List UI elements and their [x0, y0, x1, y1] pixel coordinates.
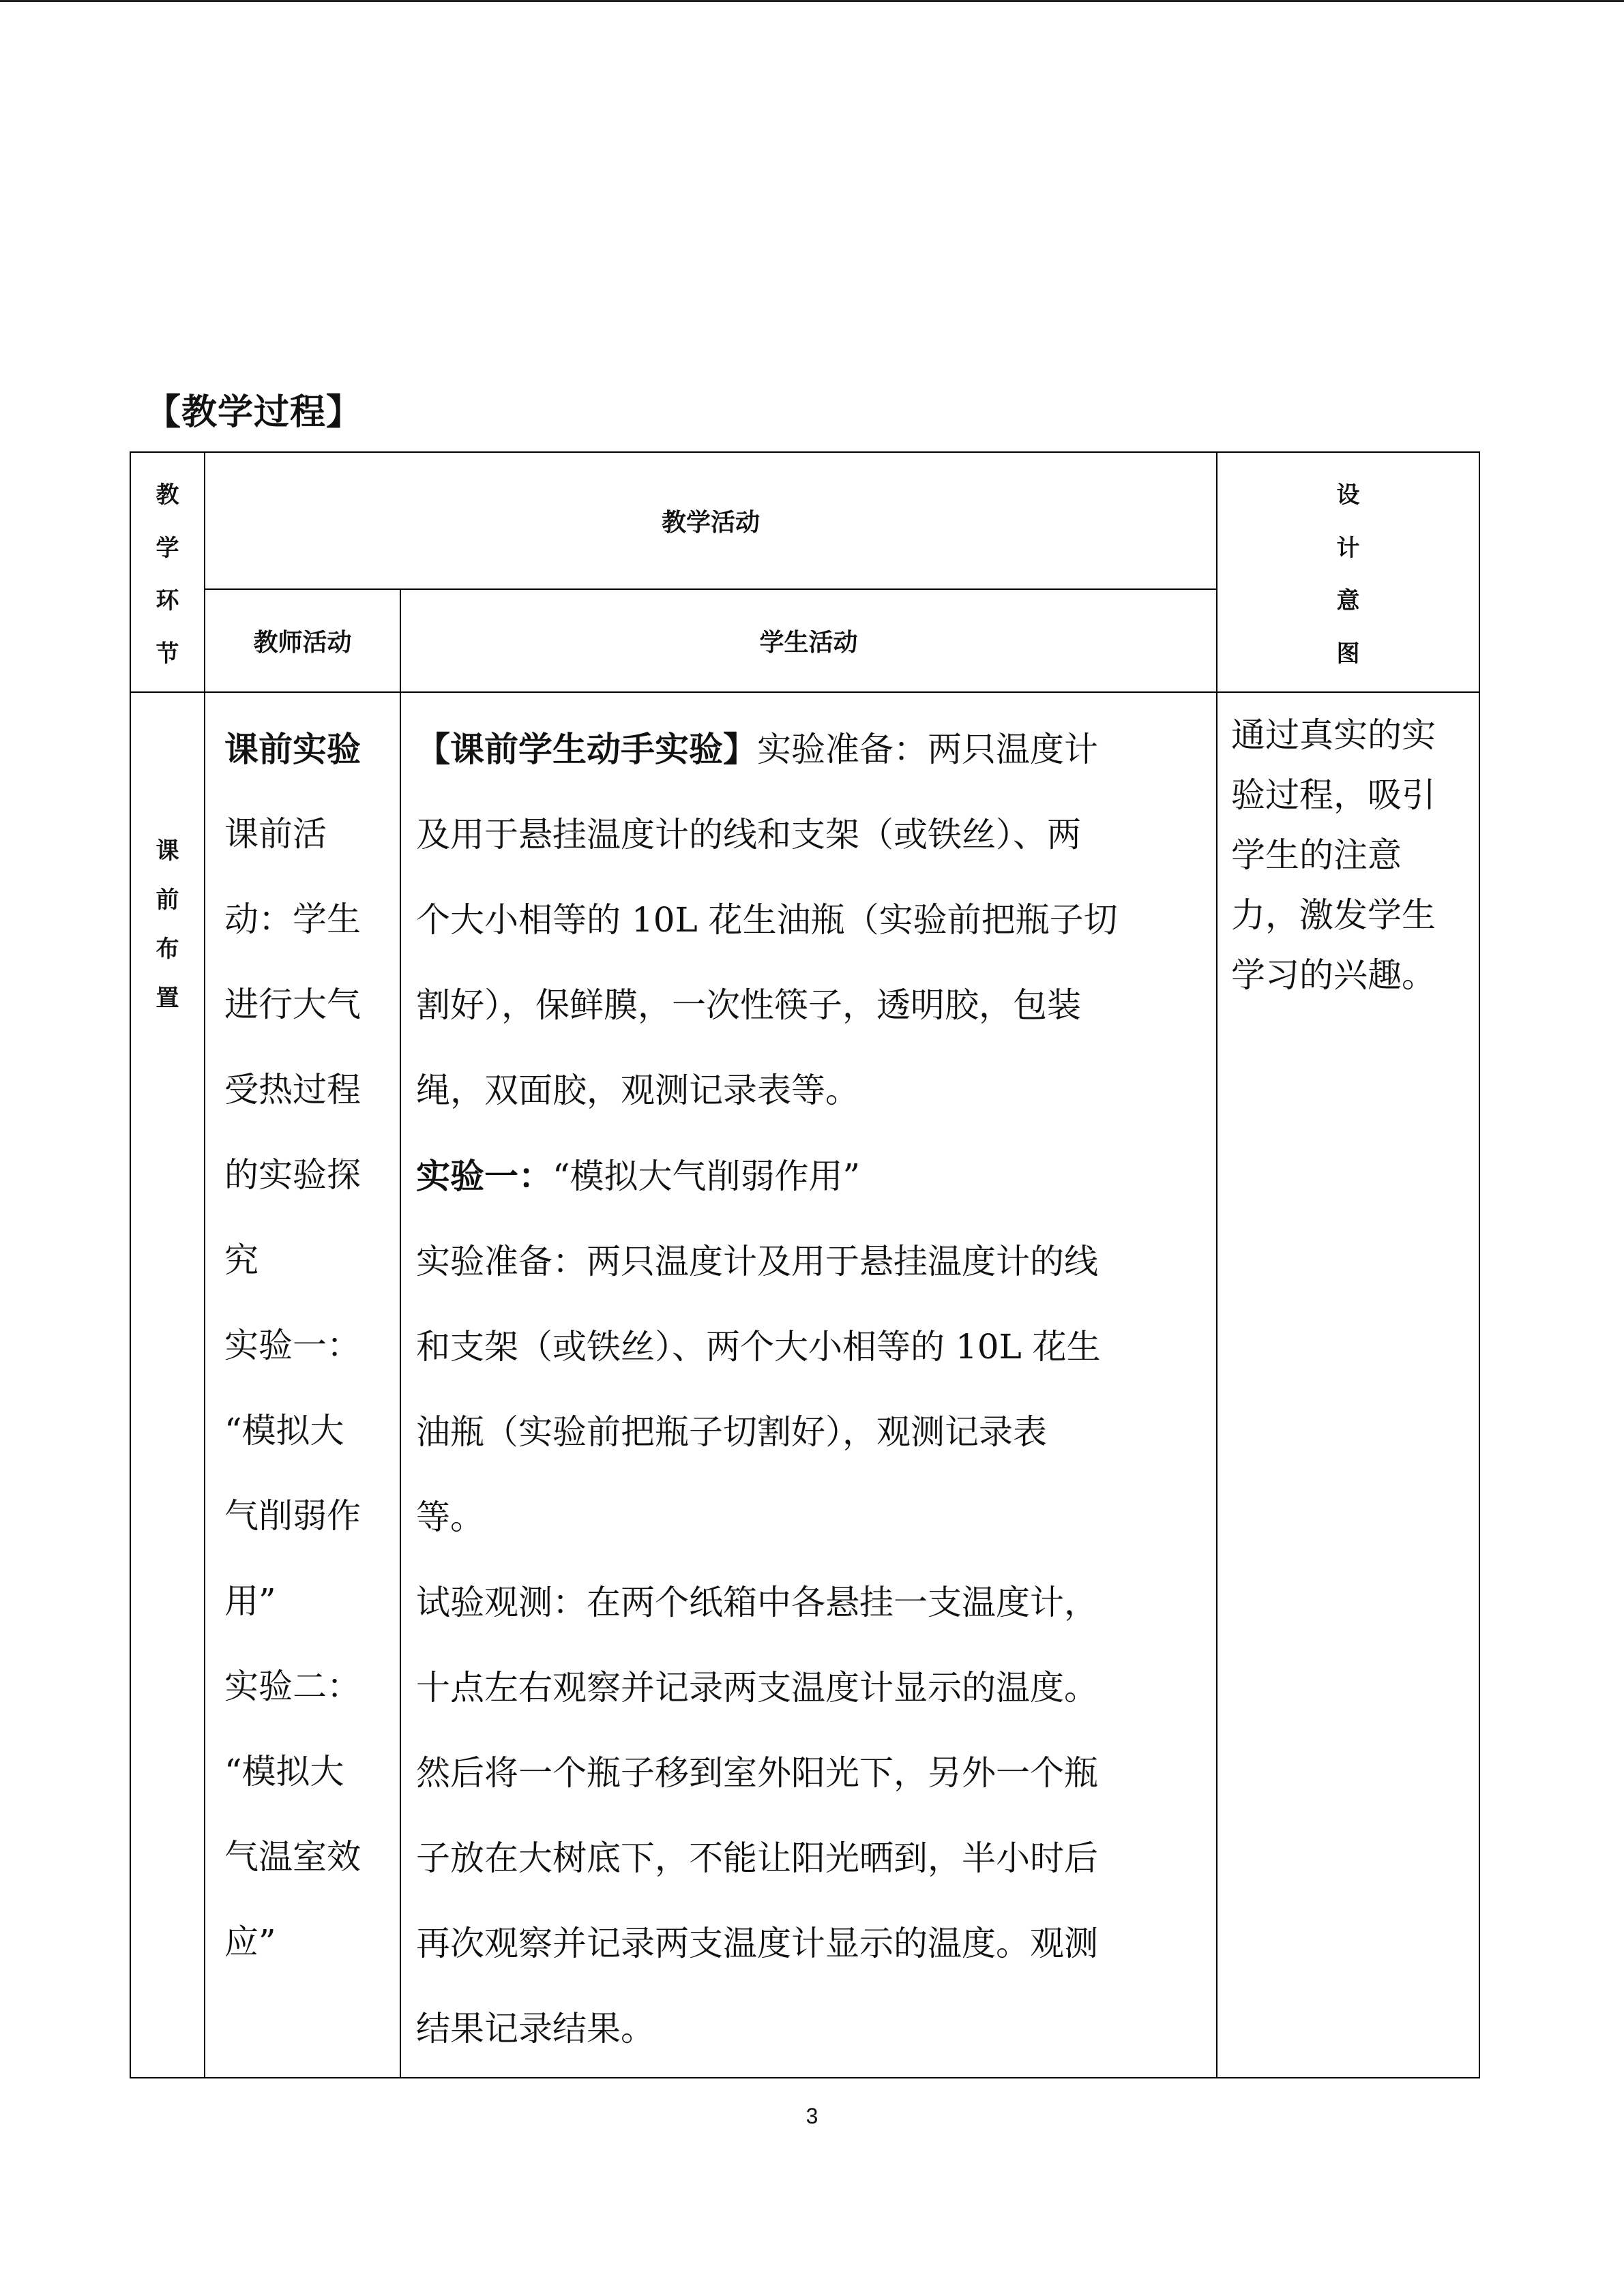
page-number: 3 [806, 2104, 818, 2128]
stage-char: 布 [156, 936, 179, 963]
student-experiment-title: 【课前学生动手实验】 [416, 729, 757, 769]
teacher-line: 进行大气 [224, 985, 361, 1024]
student-line: 油瓶（实验前把瓶子切割好），观测记录表 [416, 1412, 1047, 1452]
teacher-activity-header: 教师活动 [205, 589, 400, 692]
experiment-one-label: 实验一： [416, 1156, 552, 1196]
top-border-line [0, 0, 1624, 2]
teacher-line: 实验一： [224, 1326, 361, 1365]
student-activity-header: 学生活动 [400, 589, 1217, 692]
teacher-line: “模拟大 [224, 1411, 344, 1450]
student-line: 等。 [416, 1497, 484, 1537]
student-line: 实验准备：两只温度计及用于悬挂温度计的线 [416, 1242, 1098, 1281]
student-line: 及用于悬挂温度计的线和支架（或铁丝）、两 [416, 815, 1081, 854]
teaching-process-table [130, 451, 1480, 2078]
student-line: 试验观测：在两个纸箱中各悬挂一支温度计， [416, 1583, 1098, 1622]
stage-header-char: 学 [156, 534, 179, 562]
design-line: 验过程，吸引 [1231, 775, 1436, 815]
student-line: 然后将一个瓶子移到室外阳光下，另外一个瓶 [416, 1753, 1098, 1793]
teacher-activity-cell [205, 692, 400, 2078]
stage-char: 课 [156, 837, 179, 865]
stage-header-char: 教 [156, 481, 179, 509]
design-header-char: 意 [1336, 587, 1360, 615]
student-line: 结果记录结果。 [416, 2009, 655, 2048]
design-line: 学生的注意 [1231, 835, 1402, 875]
student-line: 个大小相等的 10L 花生油瓶（实验前把瓶子切 [416, 900, 1118, 940]
teacher-line: 动：学生 [224, 899, 361, 939]
design-line: 学习的兴趣。 [1231, 955, 1436, 995]
experiment-one-title: “模拟大气削弱作用” [552, 1157, 861, 1196]
teacher-line: 究 [224, 1240, 259, 1280]
stage-header-cell [130, 452, 205, 692]
stage-char: 置 [156, 985, 179, 1012]
student-line: 子放在大树底下，不能让阳光晒到，半小时后 [416, 1838, 1098, 1878]
teacher-line: 实验二： [224, 1667, 361, 1706]
teacher-line: 课前活 [224, 814, 327, 854]
design-header-char: 设 [1336, 481, 1360, 509]
design-header [1217, 453, 1479, 691]
teacher-line: 应” [224, 1922, 276, 1962]
teacher-line: 气削弱作 [224, 1496, 361, 1536]
student-line: 再次观察并记录两支温度计显示的温度。观测 [416, 1924, 1098, 1963]
stage-char: 前 [156, 886, 179, 914]
design-intent-cell [1217, 692, 1479, 2078]
teacher-line: “模拟大 [224, 1752, 344, 1791]
teacher-line: 的实验探 [224, 1155, 361, 1195]
teacher-line: 课前实验 [224, 729, 361, 769]
student-line: 割好），保鲜膜，一次性筷子，透明胶，包装 [416, 985, 1081, 1025]
student-line: 绳，双面胶，观测记录表等。 [416, 1071, 859, 1110]
student-line-text: 实验准备：两只温度计 [757, 730, 1098, 769]
teacher-line: 用” [224, 1581, 276, 1621]
design-header-char: 计 [1336, 534, 1360, 562]
activities-header: 教学活动 [205, 452, 1217, 589]
design-line: 通过真实的实 [1231, 715, 1436, 755]
stage-cell [130, 692, 205, 2078]
stage-header-char: 节 [156, 640, 179, 668]
student-activity-cell [400, 692, 1217, 2078]
student-line: 和支架（或铁丝）、两个大小相等的 10L 花生 [416, 1327, 1101, 1367]
student-line [416, 706, 1196, 792]
design-line: 力，激发学生 [1231, 895, 1436, 935]
stage-header [131, 453, 204, 691]
section-heading: 【教学过程】 [145, 392, 363, 433]
student-line: 十点左右观察并记录两支温度计显示的温度。 [416, 1668, 1098, 1708]
stage-header-char: 环 [156, 587, 179, 615]
design-header-cell [1217, 452, 1479, 692]
design-header-char: 图 [1336, 640, 1360, 668]
teacher-line: 受热过程 [224, 1070, 361, 1109]
student-line [416, 1133, 1196, 1219]
teacher-line: 气温室效 [224, 1837, 361, 1877]
stage-label [131, 693, 204, 1023]
